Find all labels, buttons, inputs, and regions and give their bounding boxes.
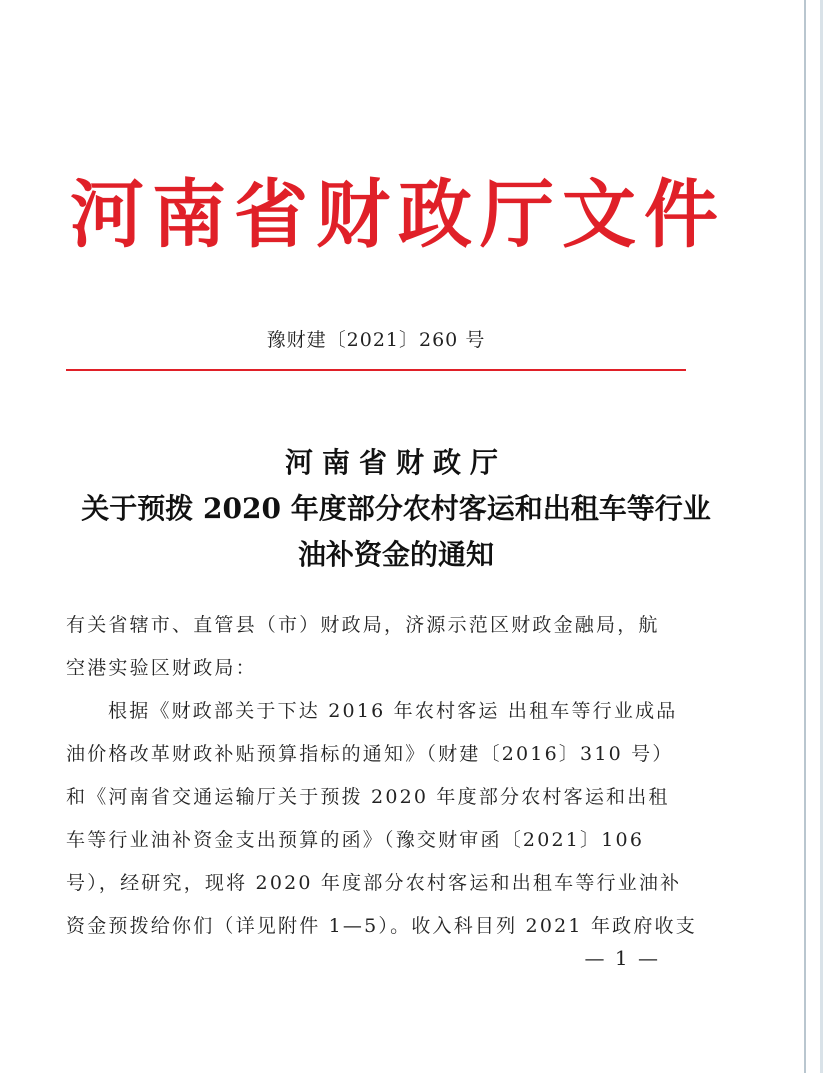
scan-edge-shadow bbox=[820, 0, 823, 1073]
paragraph-line-5: 号），经研究，现将 2020 年度部分农村客运和出租车等行业油补 bbox=[66, 872, 682, 894]
document-body bbox=[66, 604, 697, 948]
header-red-divider bbox=[66, 369, 686, 371]
salutation-line-2: 空港实验区财政局： bbox=[66, 657, 257, 679]
notice-title-line-2: 关于预拨 2020 年度部分农村客运和出租车等行业 bbox=[81, 492, 711, 525]
notice-title-line-3: 油补资金的通知 bbox=[297, 538, 494, 571]
document-header-title: 河南省财政厅文件 bbox=[70, 172, 726, 258]
document-number: 豫财建〔2021〕260 号 bbox=[266, 329, 486, 351]
paragraph-line-2: 油价格改革财政补贴预算指标的通知》（财建〔2016〕310 号） bbox=[66, 743, 674, 765]
notice-title-line-1: 河南省财政厅 bbox=[284, 446, 507, 479]
paragraph-line-3: 和《河南省交通运输厅关于预拨 2020 年度部分农村客运和出租 bbox=[66, 786, 670, 808]
paragraph-line-1: 根据《财政部关于下达 2016 年农村客运 出租车等行业成品 bbox=[108, 700, 678, 722]
salutation-line-1: 有关省辖市、直管县（市）财政局，济源示范区财政金融局，航 bbox=[66, 614, 660, 636]
page-number: — 1 — bbox=[584, 946, 660, 970]
paragraph-line-4: 车等行业油补资金支出预算的函》（豫交财审函〔2021〕106 bbox=[66, 829, 645, 851]
scan-edge-line bbox=[804, 0, 806, 1073]
paragraph-line-6: 资金预拨给你们（详见附件 1—5）。收入科目列 2021 年政府收支 bbox=[66, 915, 697, 937]
notice-title bbox=[40, 440, 752, 578]
